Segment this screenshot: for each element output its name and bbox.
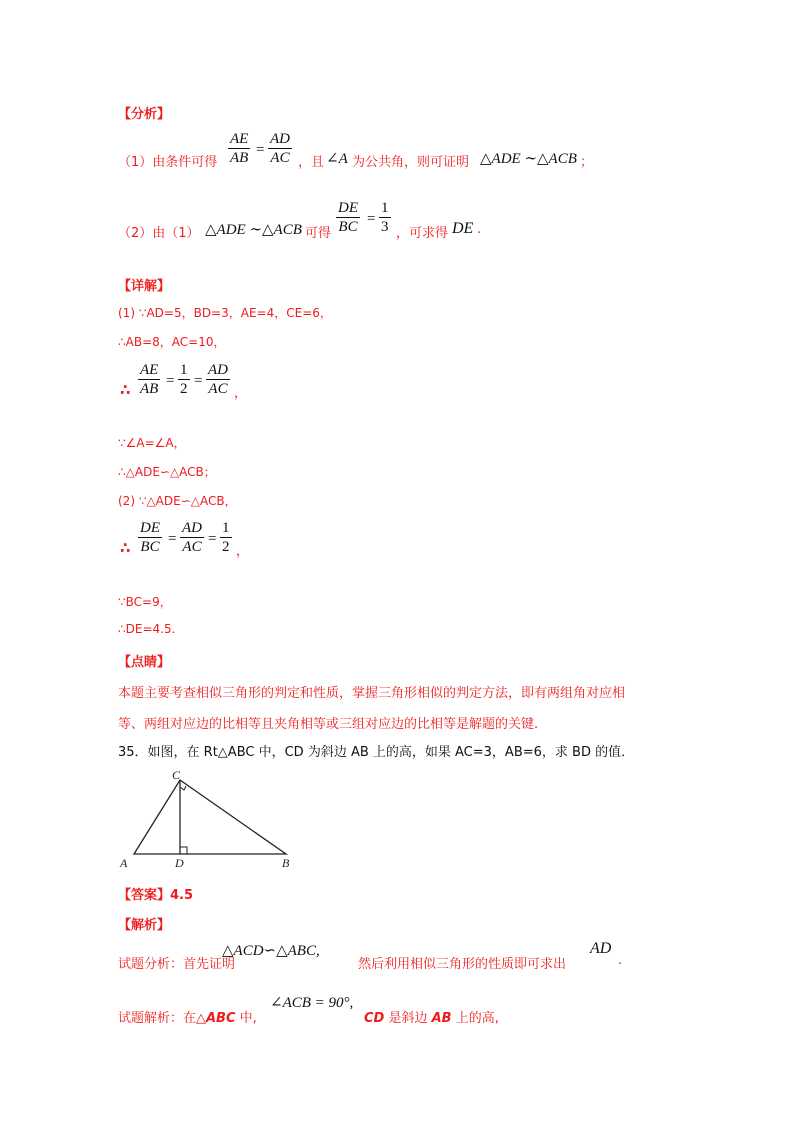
numerator: DE <box>140 520 160 536</box>
fraction-de-bc <box>138 519 162 556</box>
solution-line2-mid2: 是斜边 <box>384 1011 432 1026</box>
angle-a: ∠A <box>326 151 348 167</box>
variable-de: DE <box>452 220 474 237</box>
segment-cd: CD <box>364 1011 385 1026</box>
fraction-ad-ac <box>206 361 230 398</box>
vertex-label-a: A <box>120 856 128 870</box>
right-triangle-figure <box>114 766 294 872</box>
detail-line-3: ∵∠A=∠A， <box>118 436 186 450</box>
fraction-ae-ab <box>138 361 160 398</box>
similarity-ade-acb: △ADE ∼△ACB <box>205 222 302 238</box>
denominator: 2 <box>222 539 230 555</box>
similarity-ade-acb: △ADE ∼△ACB <box>480 151 577 167</box>
detail-line-2: ∴AB=8，AC=10， <box>118 335 226 349</box>
analysis-line1-end: ； <box>580 155 594 170</box>
fraction-ad-ac <box>268 130 292 167</box>
solution-header: 【解析】 <box>118 918 171 933</box>
equals-sign: = <box>166 373 175 389</box>
comma: ， <box>236 544 250 559</box>
equals-sign: = <box>194 373 203 389</box>
analysis-line1-prefix: （1）由条件可得 <box>118 155 218 170</box>
answer-header: 【答案】 <box>118 888 171 903</box>
numerator: AD <box>182 520 202 536</box>
detail-line-5: (2) ∵△ADE∽△ACB， <box>118 494 237 508</box>
numerator: 1 <box>180 362 188 378</box>
solution-line2 <box>118 1007 257 1026</box>
analysis-line1-mid2: 为公共角，则可证明 <box>352 155 470 170</box>
denominator: 2 <box>180 381 188 397</box>
denominator: BC <box>338 219 358 235</box>
denominator: AB <box>230 150 249 166</box>
solution-line1-prefix: 试题分析：首先证明 <box>118 957 236 972</box>
analysis-line2-end: . <box>477 222 482 237</box>
equals-sign: = <box>367 211 376 227</box>
detail-line-6: ∵BC=9， <box>118 595 172 609</box>
denominator: 3 <box>381 219 389 235</box>
numerator: DE <box>338 200 358 216</box>
solution-line2-prefix: 试题解析：在△ <box>118 1011 206 1026</box>
segment-ab: AB <box>431 1011 452 1026</box>
analysis-line1-mid: ，且 <box>298 155 325 170</box>
fraction-1-3 <box>379 199 391 236</box>
solution-line1-end: . <box>618 953 623 968</box>
detail-line-1: (1) ∵AD=5，BD=3，AE=4，CE=6， <box>118 306 332 320</box>
solution-line2-end: 上的高, <box>451 1011 499 1026</box>
detail-line-7: ∴DE=4.5. <box>118 622 176 636</box>
fraction-1-2 <box>220 519 232 556</box>
comment-line-1: 本题主要考查相似三角形的判定和性质，掌握三角形相似的判定方法，即有两组角对应相 <box>118 686 626 701</box>
therefore-symbol: ∴ <box>120 539 131 557</box>
variable-ad: AD <box>590 940 612 957</box>
solution-line1-mid: 然后利用相似三角形的性质即可求出 <box>358 957 567 972</box>
triangle-abc <box>134 780 286 854</box>
analysis-line2-prefix: （2）由（1） <box>118 226 200 241</box>
denominator: AC <box>208 381 228 397</box>
comma: ， <box>234 386 248 401</box>
triangle-abc-label: ABC <box>206 1011 236 1026</box>
vertex-label-c: C <box>172 768 181 782</box>
analysis-header: 【分析】 <box>118 107 171 122</box>
fraction-ae-ab <box>228 130 250 167</box>
denominator: AC <box>270 150 290 166</box>
analysis-line2-mid: 可得 <box>305 226 332 241</box>
solution-line2-mid: 中, <box>235 1011 257 1026</box>
answer-block <box>118 884 193 903</box>
numerator: AE <box>140 362 159 378</box>
vertex-label-b: B <box>282 856 290 870</box>
equals-sign: = <box>256 142 265 158</box>
fraction-1-2 <box>178 361 190 398</box>
analysis-line2-mid2: ，可求得 <box>396 226 449 241</box>
numerator: AD <box>208 362 228 378</box>
numerator: 1 <box>222 520 230 536</box>
denominator: AB <box>140 381 159 397</box>
fraction-de-bc <box>336 199 360 236</box>
denominator: AC <box>182 539 202 555</box>
detail-line-4: ∴△ADE∽△ACB； <box>118 465 216 479</box>
detail-header: 【详解】 <box>118 279 171 294</box>
solution-line2-tail <box>364 1007 499 1026</box>
similarity-acd-abc: △ACD∽△ABC, <box>222 943 320 959</box>
comment-line-2: 等、两组对应边的比相等且夹角相等或三组对应边的比相等是解题的关键. <box>118 717 539 732</box>
therefore-symbol: ∴ <box>120 381 131 399</box>
vertex-label-d: D <box>175 856 184 870</box>
denominator: BC <box>140 539 160 555</box>
numerator: AE <box>230 131 249 147</box>
equals-sign: = <box>168 531 177 547</box>
problem-text: 35．如图，在 Rt△ABC 中，CD 为斜边 AB 上的高，如果 AC=3，AB=6，求 BD 的值． <box>118 745 635 760</box>
comment-header: 【点睛】 <box>118 655 171 670</box>
answer-value: 4.5 <box>170 888 194 903</box>
fraction-ad-ac <box>180 519 204 556</box>
angle-acb-90: ∠ACB = 90°, <box>270 995 354 1011</box>
numerator: 1 <box>381 200 389 216</box>
equals-sign: = <box>208 531 217 547</box>
right-angle-mark-c <box>180 786 186 790</box>
right-angle-mark-d <box>180 847 187 854</box>
numerator: AD <box>270 131 290 147</box>
